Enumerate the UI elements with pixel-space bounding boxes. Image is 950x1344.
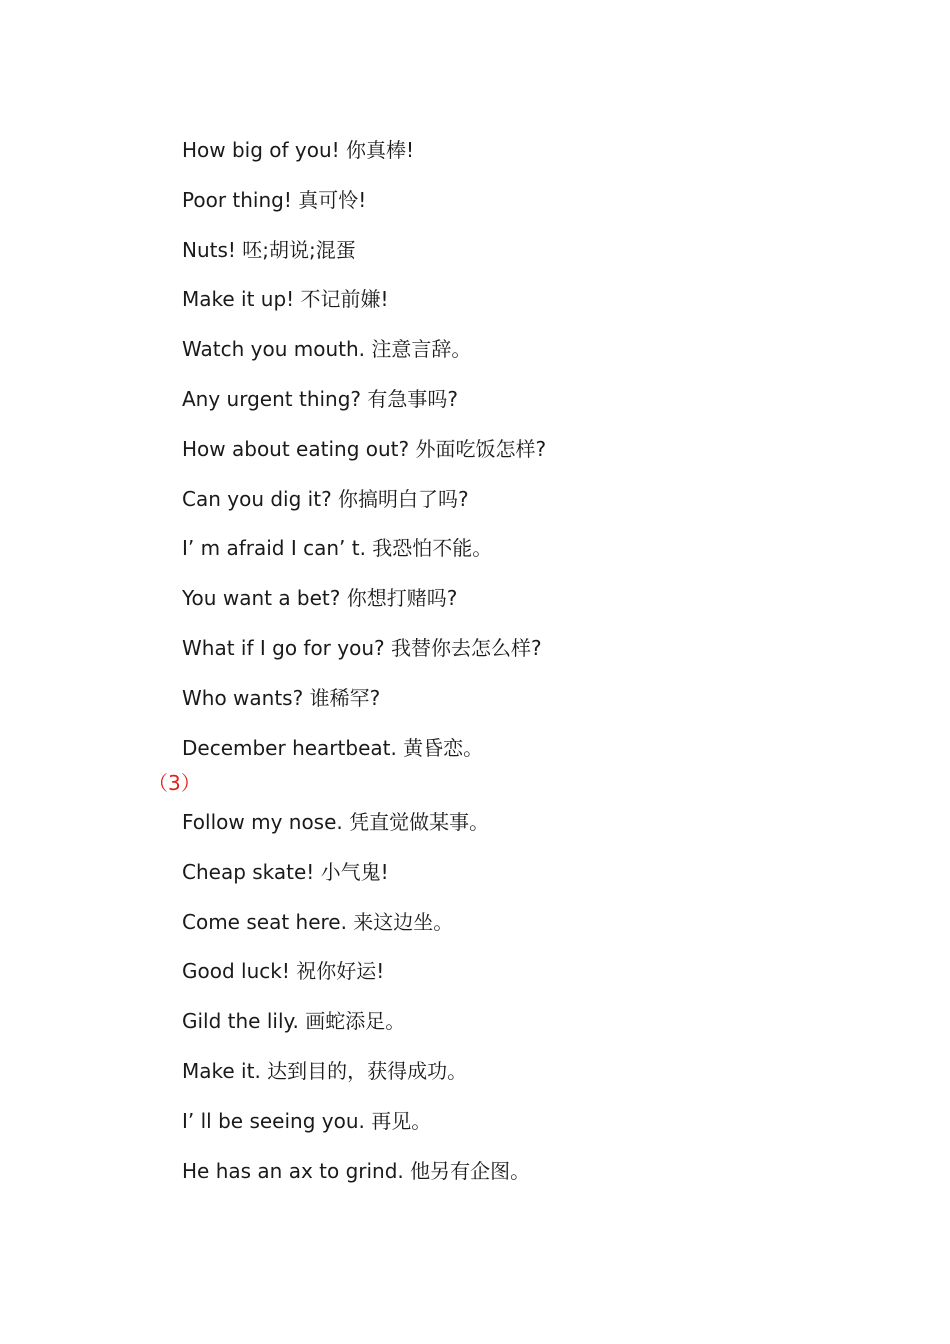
phrase-line: How big of you! 你真棒!	[182, 138, 415, 162]
phrase-line: Nuts! 呸;胡说;混蛋	[182, 237, 356, 262]
phrase-line: What if I go for you? 我替你去怎么样?	[182, 635, 542, 660]
phrase-line: Follow my nose. 凭直觉做某事。	[182, 810, 490, 834]
phrase-line: How about eating out? 外面吃饭怎样?	[182, 436, 547, 461]
phrase-line: Poor thing! 真可怜!	[182, 187, 367, 212]
phrase-line: I’ ll be seeing you. 再见。	[182, 1108, 432, 1133]
phrase-list-1	[182, 134, 546, 781]
phrase-line: Any urgent thing? 有急事吗?	[182, 386, 459, 411]
section-marker: （3）	[148, 771, 201, 795]
phrase-line: I’ m afraid I can’ t. 我恐怕不能。	[182, 536, 493, 561]
phrase-line: Gild the lily. 画蛇添足。	[182, 1009, 406, 1034]
phrase-line: Cheap skate! 小气鬼!	[182, 859, 389, 884]
phrase-line: You want a bet? 你想打赌吗?	[182, 586, 458, 611]
phrase-line: Make it up! 不记前嫌!	[182, 287, 389, 312]
phrase-line: Can you dig it? 你搞明白了吗?	[182, 486, 469, 511]
phrase-line: Who wants? 谁稀罕?	[182, 685, 381, 710]
phrase-list-2	[182, 806, 530, 1204]
phrase-line: Make it. 达到目的，获得成功。	[182, 1058, 468, 1083]
phrase-line: Come seat here. 来这边坐。	[182, 909, 454, 934]
phrase-line: He has an ax to grind. 他另有企图。	[182, 1158, 531, 1183]
phrase-line: Watch you mouth. 注意言辞。	[182, 337, 472, 362]
phrase-line: Good luck! 祝你好运!	[182, 959, 385, 984]
phrase-line: December heartbeat. 黄昏恋。	[182, 735, 484, 760]
